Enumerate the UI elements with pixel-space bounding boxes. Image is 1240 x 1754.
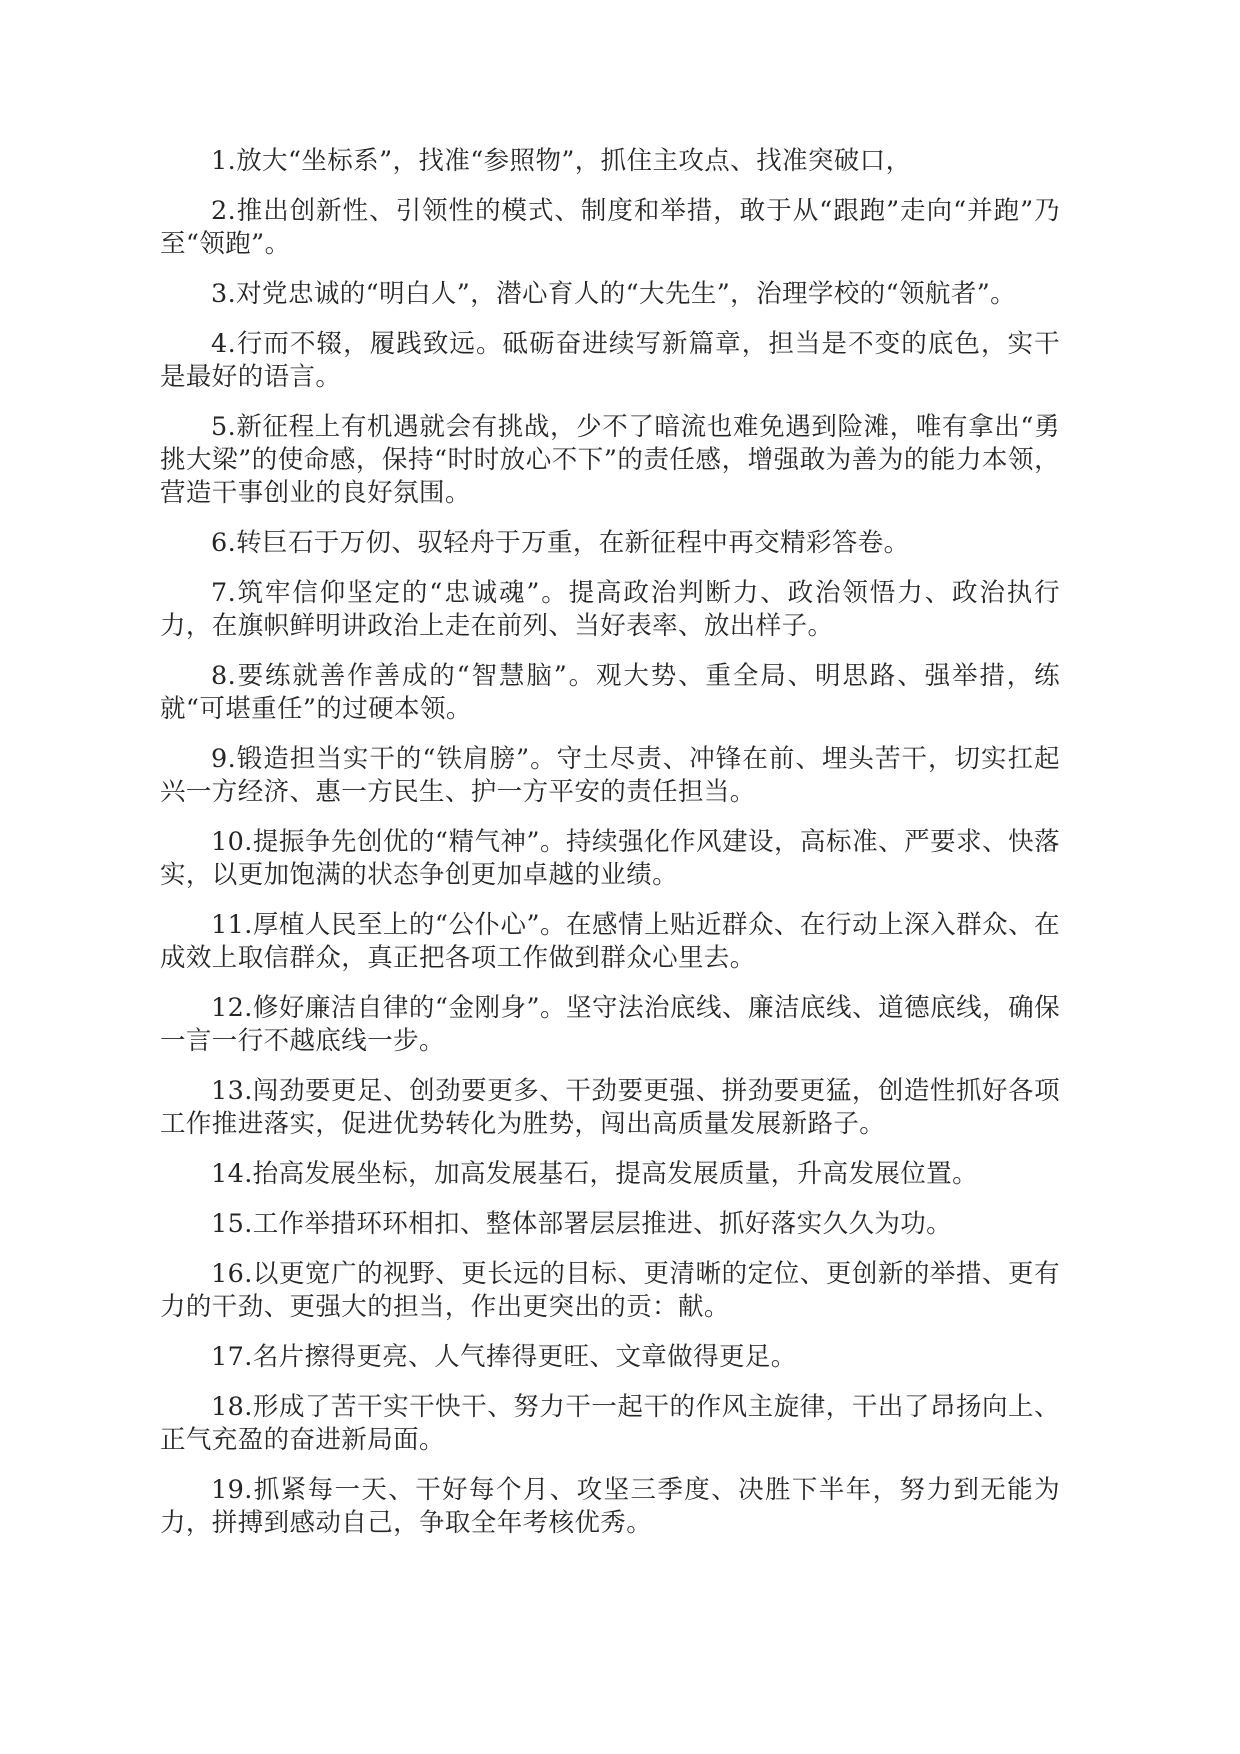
paragraph-4	[160, 328, 1060, 394]
paragraph-text: 推出创新性、引领性的模式、制度和举措，敢于从“跟跑”走向“并跑”乃至“领跑”。	[160, 196, 1060, 259]
paragraph-number: 12.	[211, 993, 253, 1023]
paragraph-number: 5.	[211, 412, 237, 442]
paragraph-number: 7.	[211, 578, 237, 608]
paragraph-16	[160, 1258, 1060, 1324]
paragraph-number: 11.	[211, 910, 253, 940]
paragraph-12	[160, 992, 1060, 1058]
paragraph-number: 19.	[211, 1475, 253, 1505]
paragraph-5	[160, 411, 1060, 510]
paragraph-8	[160, 660, 1060, 726]
paragraph-text: 行而不辍，履践致远。砥砺奋进续写新篇章，担当是不变的底色，实干是最好的语言。	[160, 329, 1060, 392]
paragraph-text: 工作举措环环相扣、整体部署层层推进、抓好落实久久为功。	[252, 1209, 953, 1239]
paragraph-number: 15.	[211, 1209, 253, 1239]
paragraph-text: 提振争先创优的“精气神”。持续强化作风建设，高标准、严要求、快落实，以更加饱满的状态争创更加卓越的业绩。	[160, 827, 1060, 890]
paragraph-text: 形成了苦干实干快干、努力干一起干的作风主旋律，干出了昂扬向上、正气充盈的奋进新局面。	[160, 1392, 1060, 1455]
paragraph-text: 厚植人民至上的“公仆心”。在感情上贴近群众、在行动上深入群众、在成效上取信群众，真正把各项工作做到群众心里去。	[160, 910, 1060, 973]
paragraph-number: 14.	[211, 1159, 253, 1189]
paragraph-text: 以更宽广的视野、更长远的目标、更清晰的定位、更创新的举措、更有力的干劲、更强大的担当，作出更突出的贡：献。	[160, 1259, 1060, 1322]
paragraph-14	[160, 1158, 1060, 1191]
paragraph-number: 2.	[211, 196, 237, 226]
paragraph-text: 名片擦得更亮、人气捧得更旺、文章做得更足。	[252, 1342, 797, 1372]
paragraph-1	[160, 145, 1060, 178]
paragraph-number: 18.	[211, 1392, 253, 1422]
paragraph-number: 17.	[211, 1342, 253, 1372]
paragraph-19	[160, 1474, 1060, 1540]
paragraph-17	[160, 1341, 1060, 1374]
paragraph-text: 闯劲要更足、创劲要更多、干劲要更强、拼劲要更猛，创造性抓好各项工作推进落实，促进优势转化为胜势，闯出高质量发展新路子。	[160, 1076, 1060, 1139]
paragraph-text: 筑牢信仰坚定的“忠诚魂”。提高政治判断力、政治领悟力、政治执行力，在旗帜鲜明讲政治上走在前列、当好表率、放出样子。	[160, 578, 1060, 641]
paragraph-text: 要练就善作善成的“智慧脑”。观大势、重全局、明思路、强举措，练就“可堪重任”的过硬本领。	[160, 661, 1060, 724]
paragraph-text: 抓紧每一天、干好每个月、攻坚三季度、决胜下半年，努力到无能为力，拼搏到感动自己，争取全年考核优秀。	[160, 1475, 1060, 1538]
paragraph-number: 6.	[211, 528, 237, 558]
paragraph-number: 10.	[211, 827, 253, 857]
paragraph-2	[160, 195, 1060, 261]
document-body	[160, 145, 1060, 1557]
paragraph-number: 3.	[211, 279, 237, 309]
paragraph-text: 放大“坐标系”，找准“参照物”，抓住主攻点、找准突破口，	[236, 146, 912, 176]
paragraph-11	[160, 909, 1060, 975]
paragraph-text: 锻造担当实干的“铁肩膀”。守土尽责、冲锋在前、埋头苦干，切实扛起兴一方经济、惠一方民生、护一方平安的责任担当。	[160, 744, 1060, 807]
paragraph-number: 8.	[211, 661, 237, 691]
paragraph-text: 对党忠诚的“明白人”，潜心育人的“大先生”，治理学校的“领航者”。	[236, 279, 1017, 309]
paragraph-number: 9.	[211, 744, 237, 774]
paragraph-number: 1.	[211, 146, 237, 176]
paragraph-18	[160, 1391, 1060, 1457]
paragraph-text: 转巨石于万仞、驭轻舟于万重，在新征程中再交精彩答卷。	[236, 528, 910, 558]
paragraph-13	[160, 1075, 1060, 1141]
paragraph-number: 4.	[211, 329, 237, 359]
paragraph-number: 16.	[211, 1259, 253, 1289]
paragraph-9	[160, 743, 1060, 809]
paragraph-7	[160, 577, 1060, 643]
paragraph-text: 抬高发展坐标，加高发展基石，提高发展质量，升高发展位置。	[252, 1159, 978, 1189]
paragraph-number: 13.	[211, 1076, 253, 1106]
paragraph-3	[160, 278, 1060, 311]
paragraph-text: 新征程上有机遇就会有挑战，少不了暗流也难免遇到险滩，唯有拿出“勇挑大梁”的使命感，保持“时时放心不下”的责任感，增强敢为善为的能力本领，营造干事创业的良好氛围。	[160, 412, 1060, 508]
paragraph-text: 修好廉洁自律的“金刚身”。坚守法治底线、廉洁底线、道德底线，确保一言一行不越底线一步。	[160, 993, 1060, 1056]
paragraph-10	[160, 826, 1060, 892]
paragraph-15	[160, 1208, 1060, 1241]
paragraph-6	[160, 527, 1060, 560]
